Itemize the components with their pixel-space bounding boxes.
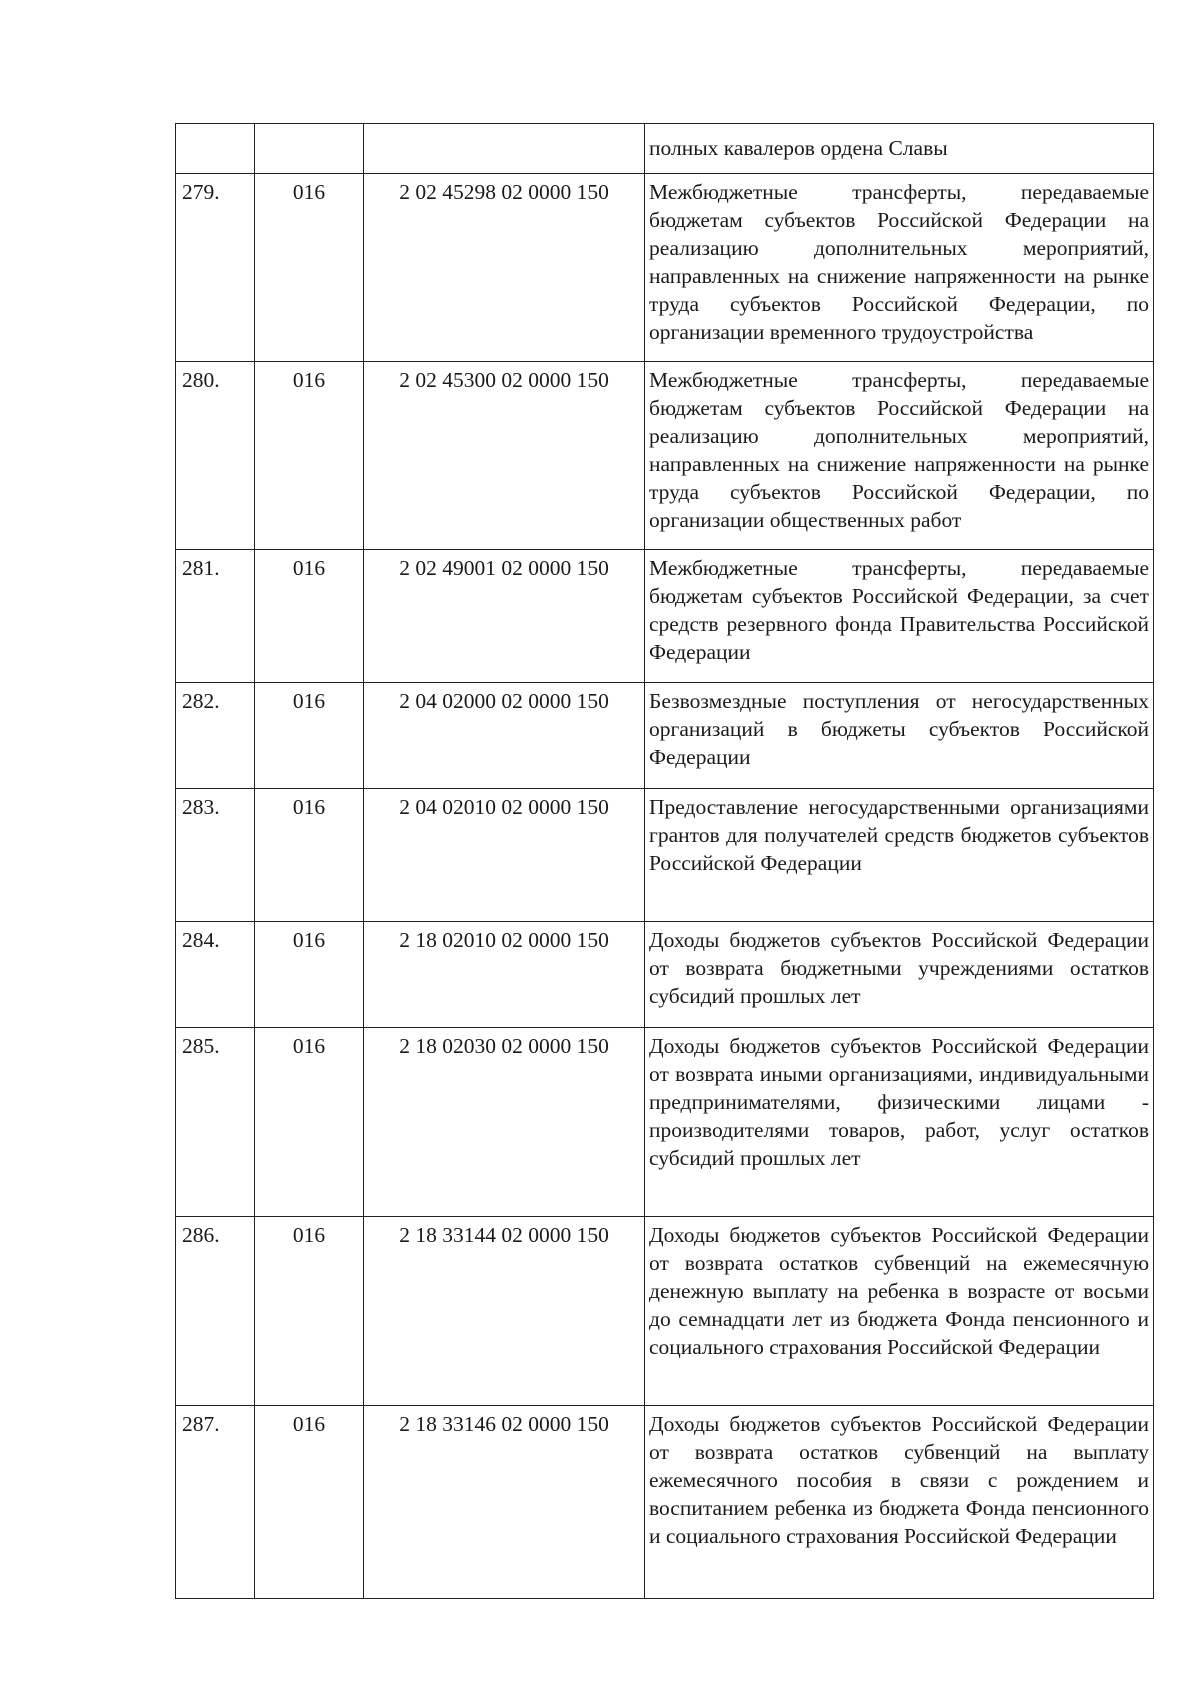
budget-classification-code: 2 04 02010 02 0000 150 xyxy=(364,789,645,922)
budget-classification-code: 2 18 33144 02 0000 150 xyxy=(364,1217,645,1406)
admin-code: 016 xyxy=(255,362,364,550)
table-row xyxy=(176,124,1154,174)
budget-classification-code: 2 02 45300 02 0000 150 xyxy=(364,362,645,550)
row-number: 285. xyxy=(176,1028,255,1217)
budget-classification-code xyxy=(364,124,645,174)
admin-code: 016 xyxy=(255,683,364,789)
income-description: полных кавалеров ордена Славы xyxy=(645,124,1154,174)
row-number xyxy=(176,124,255,174)
admin-code: 016 xyxy=(255,1028,364,1217)
income-description: Безвозмездные поступления от негосударственных организаций в бюджеты субъектов Российской Федерации xyxy=(645,683,1154,789)
row-number: 284. xyxy=(176,922,255,1028)
income-codes-table xyxy=(175,123,1154,1599)
admin-code: 016 xyxy=(255,1217,364,1406)
table-row xyxy=(176,789,1154,922)
budget-classification-code: 2 04 02000 02 0000 150 xyxy=(364,683,645,789)
income-description: Доходы бюджетов субъектов Российской Федерации от возврата остатков субвенций на ежемесячную денежную выплату на ребенка в возрасте от восьми до семнадцати лет из бюджета Фонда пенсионного и социального страхования Российской Федерации xyxy=(645,1217,1154,1406)
table-row xyxy=(176,550,1154,683)
budget-classification-code: 2 18 33146 02 0000 150 xyxy=(364,1406,645,1599)
table-row xyxy=(176,1217,1154,1406)
table-row xyxy=(176,1028,1154,1217)
table-row xyxy=(176,683,1154,789)
income-description: Межбюджетные трансферты, передаваемые бюджетам субъектов Российской Федерации, за счет средств резервного фонда Правительства Российской Федерации xyxy=(645,550,1154,683)
row-number: 279. xyxy=(176,174,255,362)
row-number: 287. xyxy=(176,1406,255,1599)
income-description: Предоставление негосударственными организациями грантов для получателей средств бюджетов субъектов Российской Федерации xyxy=(645,789,1154,922)
admin-code: 016 xyxy=(255,922,364,1028)
admin-code: 016 xyxy=(255,550,364,683)
budget-classification-code: 2 02 49001 02 0000 150 xyxy=(364,550,645,683)
income-description: Межбюджетные трансферты, передаваемые бюджетам субъектов Российской Федерации на реализацию дополнительных мероприятий, направленных на снижение напряженности на рынке труда субъектов Российской Федерации, по организации общественных работ xyxy=(645,362,1154,550)
table-row xyxy=(176,362,1154,550)
table-row xyxy=(176,922,1154,1028)
admin-code: 016 xyxy=(255,1406,364,1599)
budget-classification-code: 2 02 45298 02 0000 150 xyxy=(364,174,645,362)
admin-code: 016 xyxy=(255,174,364,362)
row-number: 280. xyxy=(176,362,255,550)
row-number: 282. xyxy=(176,683,255,789)
admin-code: 016 xyxy=(255,789,364,922)
budget-classification-code: 2 18 02010 02 0000 150 xyxy=(364,922,645,1028)
row-number: 286. xyxy=(176,1217,255,1406)
budget-classification-code: 2 18 02030 02 0000 150 xyxy=(364,1028,645,1217)
admin-code xyxy=(255,124,364,174)
income-description: Доходы бюджетов субъектов Российской Федерации от возврата бюджетными учреждениями остатков субсидий прошлых лет xyxy=(645,922,1154,1028)
table-row xyxy=(176,1406,1154,1599)
income-description: Доходы бюджетов субъектов Российской Федерации от возврата остатков субвенций на выплату ежемесячного пособия в связи с рождением и воспитанием ребенка из бюджета Фонда пенсионного и социального страхования Российской Федерации xyxy=(645,1406,1154,1599)
table-row xyxy=(176,174,1154,362)
income-description: Доходы бюджетов субъектов Российской Федерации от возврата иными организациями, индивидуальными предпринимателями, физическими лицами - производителями товаров, работ, услуг остатков субсидий прошлых лет xyxy=(645,1028,1154,1217)
row-number: 283. xyxy=(176,789,255,922)
row-number: 281. xyxy=(176,550,255,683)
income-description: Межбюджетные трансферты, передаваемые бюджетам субъектов Российской Федерации на реализацию дополнительных мероприятий, направленных на снижение напряженности на рынке труда субъектов Российской Федерации, по организации временного трудоустройства xyxy=(645,174,1154,362)
